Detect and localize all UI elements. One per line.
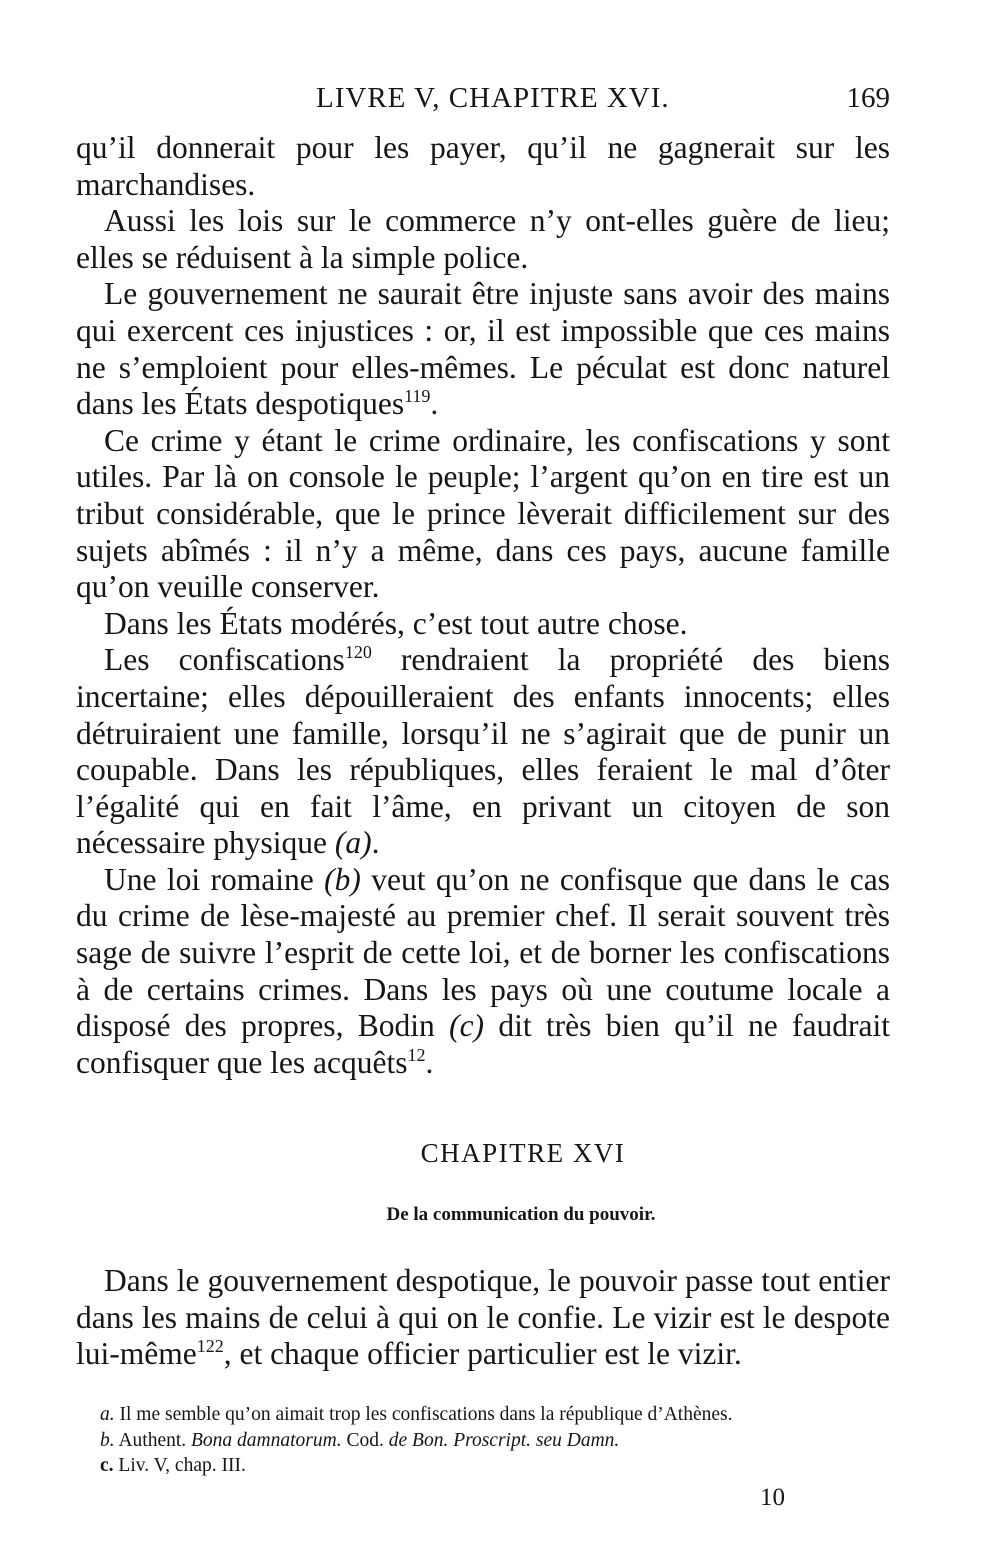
footnote-italic: Bona damnatorum. <box>191 1429 342 1451</box>
footnote-b <box>100 1428 890 1454</box>
punctuation: . <box>371 825 380 861</box>
chapter-heading: CHAPITRE XVI <box>420 1138 626 1168</box>
paragraph-text: , et chaque officier particulier est le vizir. <box>223 1336 742 1372</box>
paragraph <box>76 1263 890 1373</box>
footnote-mark: a. <box>100 1404 115 1425</box>
running-head <box>76 82 890 118</box>
signature-mark: 10 <box>760 1484 785 1511</box>
footnote-text: Il me semble qu’on aimait trop les confiscations dans la république d’Athènes. <box>119 1404 733 1425</box>
paragraph-text: dit très bien qu’il ne faudrait confisquer que les acquêts <box>76 1008 891 1080</box>
paragraph-text: rendraient la propriété des biens incertaine; elles dépouilleraient des enfants innocents; elles détruiraient une famille, lorsqu’il ne s’agirait que de punir un coupable. Dans les républiques, elles feraient le mal d’ôter l’égalité qui en fait l’âme, en privant un citoyen de son nécessaire physique <box>76 642 890 861</box>
paragraph-text: qu’il donnerait pour les payer, qu’il ne gagnerait sur les marchandises. <box>76 130 890 202</box>
paragraph-text: Une loi romaine <box>104 861 314 897</box>
note-reference: 120 <box>344 642 372 663</box>
footnote-mark: c. <box>100 1455 114 1476</box>
note-reference: 119 <box>404 386 431 407</box>
punctuation: . <box>425 1044 434 1080</box>
footnote-reference: (a) <box>334 825 372 861</box>
footnote-reference: (b) <box>324 861 361 897</box>
running-title: LIVRE V, CHAPITRE XVI. <box>316 82 670 114</box>
paragraph-text: Dans le gouvernement despotique, le pouvoir passe tout entier dans les mains de celui à qui on le confie. Le vizir est le despote lui-même <box>76 1263 890 1372</box>
footnote-mark: b. <box>100 1429 115 1451</box>
note-reference: 12 <box>407 1044 426 1065</box>
paragraph <box>76 423 890 606</box>
chapter-text <box>76 1263 890 1373</box>
note-reference: 122 <box>196 1336 224 1357</box>
paragraph-text: veut qu’on ne confisque que dans le cas du crime de lèse-majesté au premier chef. Il serait souvent très sage de suivre l’esprit de cette loi, et de borner les confiscations à de certains crimes. Dans les pays où une coutume locale a disposé des propres, Bodin <box>76 861 891 1044</box>
paragraph-text: Dans les États modérés, c’est tout autre chose. <box>104 605 688 641</box>
footnote-text: Liv. V, chap. III. <box>118 1455 246 1476</box>
paragraph-continued <box>76 130 890 203</box>
paragraph <box>76 203 890 276</box>
body-text <box>76 130 890 1081</box>
footnote-italic: de Bon. Proscript. seu Damn. <box>388 1429 620 1451</box>
footnote-text: Cod. <box>346 1429 384 1451</box>
footnote-reference: (c) <box>449 1008 485 1044</box>
paragraph <box>76 606 890 643</box>
paragraph-text: Ce crime y étant le crime ordinaire, les confiscations y sont utiles. Par là on console le peuple; l’argent qu’on en tire est un tribut considérable, que le prince lèverait difficilement sur des sujets abîmés : il n’y a même, dans ces pays, aucune famille qu’on veuille conserver. <box>76 422 890 605</box>
footnotes <box>100 1402 890 1479</box>
paragraph <box>76 276 890 422</box>
page-number: 169 <box>846 82 890 114</box>
paragraph-text: Les confiscations <box>104 642 345 678</box>
paragraph-text: Aussi les lois sur le commerce n’y ont-elles guère de lieu; elles se réduisent à la simple police. <box>76 203 890 275</box>
paragraph <box>76 642 890 862</box>
paragraph <box>76 862 890 1082</box>
chapter-subtitle: De la communication du pouvoir. <box>386 1204 656 1225</box>
footnote-a <box>100 1402 890 1428</box>
paragraph-text: Le gouvernement ne saurait être injuste sans avoir des mains qui exercent ces injustices : or, il est impossible que ces mains ne s’emploient pour elles-mêmes. Le péculat est donc naturel dans les États despotiques <box>76 276 890 422</box>
punctuation: . <box>430 386 439 422</box>
footnote-c <box>100 1453 890 1479</box>
footnote-text: Authent. <box>118 1429 187 1451</box>
